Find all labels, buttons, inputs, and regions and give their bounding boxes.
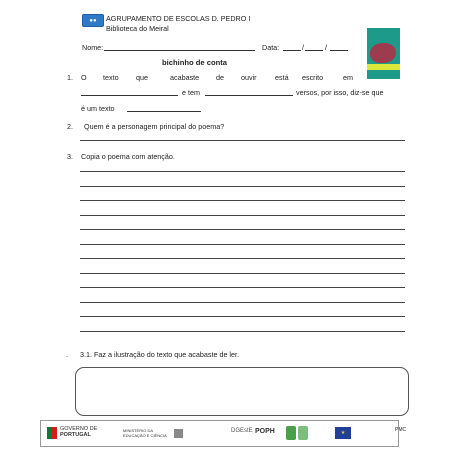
q1-word: de (216, 73, 224, 82)
q2-text: Quem é a personagem principal do poema? (84, 122, 225, 131)
poem-line[interactable] (80, 287, 405, 288)
book-cover-image (367, 28, 400, 79)
q2-number: 2. (67, 122, 73, 131)
q1-word: em (343, 73, 353, 82)
illustration-box[interactable] (75, 367, 409, 416)
poem-line[interactable] (80, 200, 405, 201)
date-label: Data: (262, 43, 280, 52)
q1-text: versos, por isso, diz-se que (296, 88, 384, 97)
eu-flag-icon: ★ (335, 427, 351, 439)
q31-bullet: . (66, 350, 68, 359)
date-month-field[interactable] (305, 50, 323, 51)
q3-number: 3. (67, 152, 73, 161)
library-name: Biblioteca do Meiral (106, 24, 169, 33)
q1-word: ouvir (241, 73, 257, 82)
q2-answer-line[interactable] (80, 140, 405, 141)
government-label: PORTUGAL (60, 432, 91, 438)
poem-line[interactable] (80, 171, 405, 172)
name-field[interactable] (104, 50, 255, 51)
q1-number: 1. (67, 73, 73, 82)
q1-word: escrito (302, 73, 324, 82)
poem-line[interactable] (80, 258, 405, 259)
poem-line[interactable] (80, 186, 405, 187)
q3-text: Copia o poema com atenção. (81, 152, 175, 161)
q1-word: O (81, 73, 87, 82)
poem-line[interactable] (80, 215, 405, 216)
footer-logos (40, 420, 399, 447)
poem-line[interactable] (80, 331, 405, 332)
poem-line[interactable] (80, 273, 405, 274)
name-label: Nome: (82, 43, 104, 52)
poem-line[interactable] (80, 244, 405, 245)
poem-line[interactable] (80, 229, 405, 230)
q31-text: 3.1. Faz a ilustração do texto que acabaste de ler. (80, 350, 240, 359)
date-year-field[interactable] (330, 50, 348, 51)
school-logo-icon: ●● (82, 14, 104, 27)
ministry-label: MINISTÉRIO DA EDUCAÇÃO E CIÊNCIA (123, 428, 167, 438)
q1-word: texto (103, 73, 119, 82)
worksheet-title: bichinho de conta (162, 58, 227, 67)
date-separator: / (325, 43, 327, 52)
date-day-field[interactable] (283, 50, 301, 51)
poem-line[interactable] (80, 302, 405, 303)
poph-logo: POPH (255, 428, 275, 435)
dgeste-logo: DGEstE (231, 428, 253, 434)
q1-word: acabaste (170, 73, 200, 82)
qren-logo-icon (298, 426, 308, 440)
qren-logo-icon (286, 426, 296, 440)
q1-word: que (136, 73, 148, 82)
q1-blank-1[interactable] (81, 95, 178, 96)
ministry-logo-icon (174, 429, 183, 438)
q1-blank-3[interactable] (127, 111, 201, 112)
school-name: AGRUPAMENTO DE ESCOLAS D. PEDRO I (106, 14, 251, 23)
date-separator: / (302, 43, 304, 52)
q1-text: e tem (182, 88, 200, 97)
q1-blank-2[interactable] (205, 95, 293, 96)
footer-code: PMC (395, 427, 407, 433)
q1-word: está (275, 73, 289, 82)
poem-line[interactable] (80, 316, 405, 317)
q1-text: é um texto (81, 104, 115, 113)
portugal-flag-icon (47, 427, 57, 439)
government-label: GOVERNO DE (60, 426, 98, 432)
